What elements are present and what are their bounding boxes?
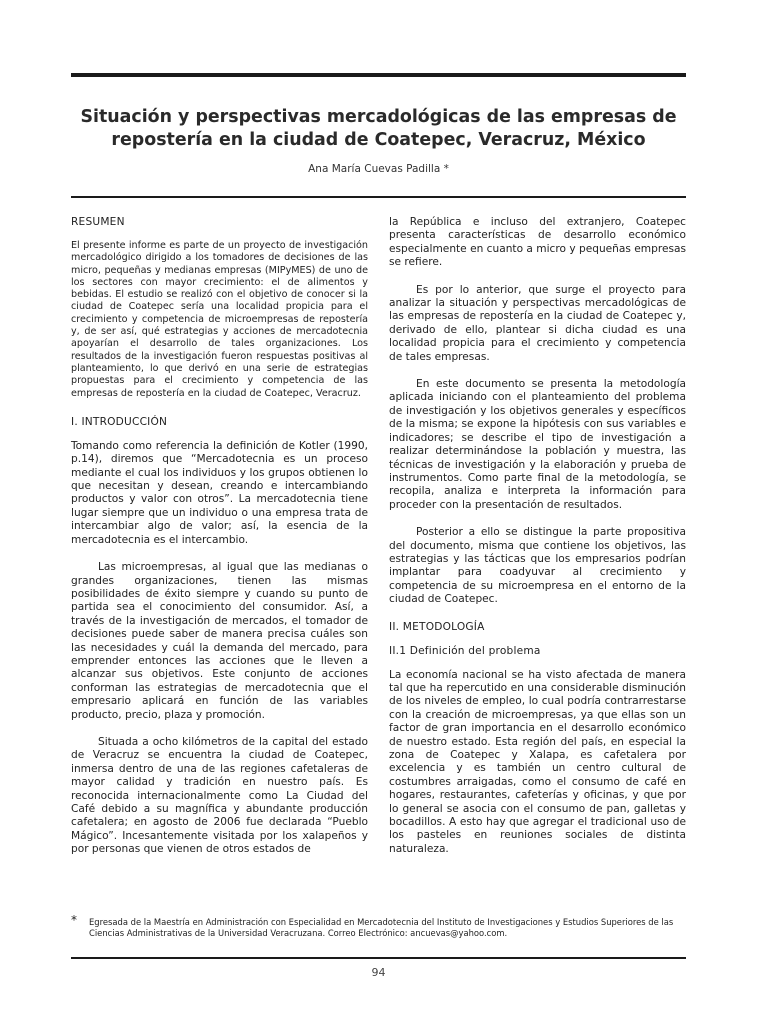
body-paragraph-4: Posterior a ello se distingue la parte propositiva del documento, misma que contiene los objetivos, las estrategias y las tácticas que los empresarios podrían implantar para coadyuvar al crecimiento y competencia de su microempresa en el entorno de la ciudad de Coatepec. (389, 526, 686, 606)
footnote-marker: * (71, 913, 77, 927)
methodology-paragraph-1: La economía nacional se ha visto afectada de manera tal que ha repercutido en una considerable disminución de los niveles de empleo, lo cual podría contrarrestarse con la creación de microempresas, ya que ellas son un factor de gran importancia en el desarrollo económico de nuestro estado. Esta región del país, en especial la zona de Coatepec y Xalapa, es cafetalera por excelencia y es también un centro cultural de costumbres arraigadas, como el consumo de café en hogares, restaurantes, cafeterías y oficinas, y que por lo general se asocia con el consumo de pan, galletas y bocadillos. A esto hay que agregar el tradicional uso de los pasteles en reuniones sociales de distinta naturaleza. (389, 668, 686, 855)
body-paragraph-3: En este documento se presenta la metodología aplicada iniciando con el planteamiento del problema de investigación y los objetivos generales y específicos de la misma; se expone la hipótesis con sus variables e indicadores; se describe el tipo de investigación a realizar determinándose la población y muestra, las técnicas de investigación y la elaboración y prueba de instrumentos. Como parte final de la metodología, se recopila, analiza e interpreta la información para proceder con la presentación de resultados. (389, 378, 686, 511)
abstract-paragraph: El presente informe es parte de un proyecto de investigación mercadológico dirigido a los tomadores de decisiones de las micro, pequeñas y medianas empresas (MIPyMES) de uno de los sectores con mayor crecimiento: el de alimentos y bebidas. El estudio se realizó con el objetivo de conocer si la ciudad de Coatepec sería una localidad propicia para el crecimiento y competencia de microempresas de repostería y, de ser así, qué estrategias y acciones de mercadotecnia apoyarían el desarrollo de tales organizaciones. Los resultados de la investigación fueron respuestas positivas al planteamiento, lo que derivó en una serie de estrategias propuestas para el crecimiento y competencia de las empresas de repostería en la ciudad de Coatepec, Veracruz. (71, 240, 368, 399)
author-line: Ana María Cuevas Padilla * (308, 163, 449, 175)
intro-paragraph-1: Tomando como referencia la definición de Kotler (1990, p.14), diremos que “Mercadotecnia es un proceso mediante el cual los individuos y los grupos obtienen lo que necesitan y desean, creando e intercambiando productos y valor con otros”. La mercadotecnia tiene lugar siempre que un individuo o una empresa trata de intercambiar algo de valor; así, la esencia de la mercadotecnia es el intercambio. (71, 439, 368, 546)
header-divider (71, 196, 686, 198)
body-paragraph-continued: la República e incluso del extranjero, Coatepec presenta características de desarrollo económico especialmente en cuanto a micro y pequeñas empresas se refiere. (389, 216, 686, 269)
problem-definition-subheading: II.1 Definición del problema (389, 644, 541, 657)
intro-paragraph-2: Las microempresas, al igual que las medianas o grandes organizaciones, tienen las mismas posibilidades de éxito siempre y cuando su punto de partida sea el conocimiento del consumidor. Así, a través de la investigación de mercados, el tomador de decisiones puede saber de manera precisa cuáles son las necesidades y cuál la demanda del mercado, para emprender entonces las acciones que le lleven a alcanzar sus objetivos. Este conjunto de acciones conforman las estrategias de mercadotecnia que el empresario aplicará en función de las variables producto, precio, plaza y promoción. (71, 561, 368, 721)
footnote (71, 913, 686, 939)
body-paragraph-2: Es por lo anterior, que surge el proyecto para analizar la situación y perspectivas mercadológicas de las empresas de repostería en la ciudad de Coatepec y, derivado de ello, plantear si dicha ciudad es una localidad propicia para el crecimiento y competencia de tales empresas. (389, 283, 686, 363)
footnote-text: Egresada de la Maestría en Administración con Especialidad en Mercadotecnia del Instituto de Investigaciones y Estudios Superiores de las Ciencias Administrativas de la Universidad Veracruzana. Correo Electrónico: ancuevas@yahoo.com. (89, 917, 674, 938)
article-title: Situación y perspectivas mercadológicas de las empresas de repostería en la ciudad de Coatepec, Veracruz, México (80, 107, 677, 150)
intro-paragraph-3: Situada a ocho kilómetros de la capital del estado de Veracruz se encuentra la ciudad de Coatepec, inmersa dentro de una de las regiones cafetaleras de mayor calidad y tradición en nuestro país. Es reconocida internacionalmente como La Ciudad del Café debido a su magnífica y abundante producción cafetalera; en agosto de 2006 fue declarada “Pueblo Mágico”. Incesantemente visitada por los xalapeños y por personas que vienen de otros estados de (71, 735, 368, 856)
methodology-heading: II. METODOLOGÍA (389, 620, 485, 633)
resumen-heading: RESUMEN (71, 216, 125, 228)
page-number: 94 (371, 966, 386, 979)
right-column (389, 216, 686, 870)
footer-rule (71, 957, 686, 959)
left-column (71, 216, 368, 871)
top-rule (71, 73, 686, 77)
intro-heading: I. INTRODUCCIÓN (71, 415, 168, 428)
